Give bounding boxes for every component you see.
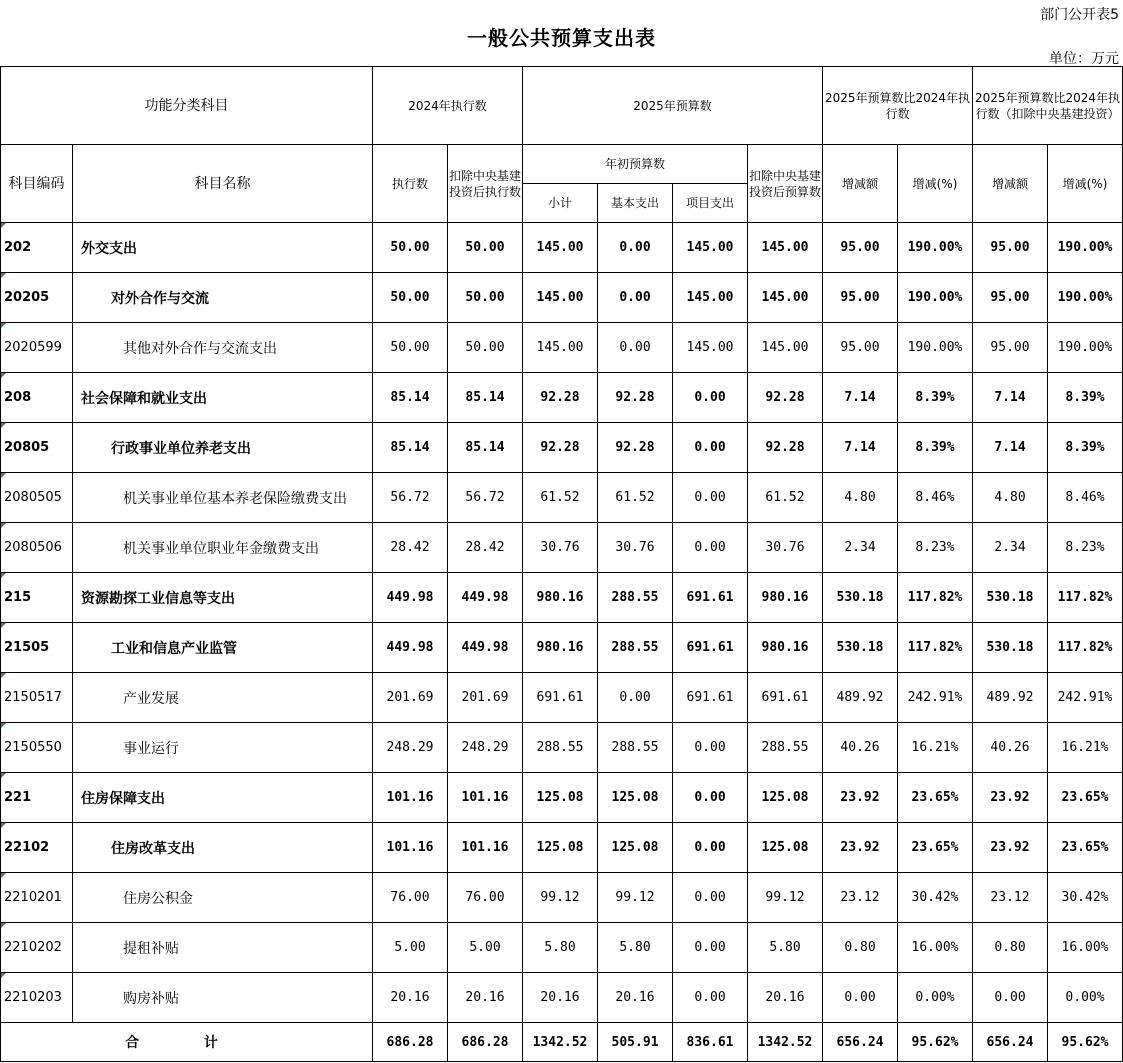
row-value: 5.00 (448, 923, 523, 973)
row-code (1, 623, 73, 673)
row-value: 145.00 (748, 323, 823, 373)
row-code (1, 523, 73, 573)
table-row (1, 473, 1123, 523)
cell-marker-icon (1, 523, 6, 528)
row-value: 0.00 (673, 723, 748, 773)
table-row (1, 623, 1123, 673)
row-value: 8.39% (898, 373, 973, 423)
row-value: 190.00% (898, 223, 973, 273)
row-value: 691.61 (673, 623, 748, 673)
row-code (1, 923, 73, 973)
unit-label: 单位：万元 (1049, 51, 1119, 67)
total-value: 656.24 (973, 1023, 1048, 1062)
row-value: 530.18 (973, 623, 1048, 673)
row-value: 23.65% (1048, 773, 1123, 823)
form-number: 部门公开表5 (1040, 7, 1119, 23)
row-value: 8.39% (898, 423, 973, 473)
row-value: 56.72 (373, 473, 448, 523)
row-value: 23.12 (973, 873, 1048, 923)
row-value: 4.80 (823, 473, 898, 523)
header-exec-2024: 2024年执行数 (373, 67, 523, 145)
row-value: 95.00 (823, 223, 898, 273)
table-body (1, 223, 1123, 1062)
row-value: 125.08 (598, 823, 673, 873)
row-value: 8.39% (1048, 423, 1123, 473)
row-value: 125.08 (748, 823, 823, 873)
header-compare-exec: 2025年预算数比2024年执行数 (823, 67, 973, 145)
row-value: 16.21% (898, 723, 973, 773)
row-value: 20.16 (523, 973, 598, 1023)
row-value: 449.98 (373, 573, 448, 623)
row-value: 125.08 (523, 823, 598, 873)
cell-marker-icon (1, 923, 6, 928)
row-code-text: 21505 (4, 640, 50, 655)
header-change-amount-2: 增减额 (973, 145, 1048, 223)
row-code-text: 20205 (4, 290, 50, 305)
row-value: 30.76 (748, 523, 823, 573)
row-value: 117.82% (1048, 573, 1123, 623)
row-name: 机关事业单位基本养老保险缴费支出 (73, 473, 373, 523)
header-change-percent-2: 增减(%) (1048, 145, 1123, 223)
row-value: 242.91% (1048, 673, 1123, 723)
row-code (1, 773, 73, 823)
row-code (1, 423, 73, 473)
row-value: 23.92 (973, 823, 1048, 873)
table-row (1, 773, 1123, 823)
row-value: 117.82% (898, 623, 973, 673)
row-value: 7.14 (823, 373, 898, 423)
row-code-text: 2080506 (4, 540, 62, 555)
row-name: 资源勘探工业信息等支出 (73, 573, 373, 623)
cell-marker-icon (1, 223, 6, 228)
row-value: 0.00 (673, 873, 748, 923)
row-value: 23.65% (898, 823, 973, 873)
row-value: 23.92 (823, 773, 898, 823)
row-code-text: 20805 (4, 440, 50, 455)
header-project: 项目支出 (673, 184, 748, 223)
row-code-text: 221 (4, 790, 32, 805)
row-name: 其他对外合作与交流支出 (73, 323, 373, 373)
row-value: 16.21% (1048, 723, 1123, 773)
row-value: 8.39% (1048, 373, 1123, 423)
table-row (1, 723, 1123, 773)
table-row (1, 223, 1123, 273)
row-value: 85.14 (373, 423, 448, 473)
row-value: 7.14 (973, 373, 1048, 423)
table-row (1, 673, 1123, 723)
row-code-text: 2150517 (4, 690, 62, 705)
row-name: 购房补贴 (73, 973, 373, 1023)
row-value: 125.08 (748, 773, 823, 823)
row-value: 0.00 (673, 473, 748, 523)
row-value: 50.00 (448, 273, 523, 323)
row-value: 145.00 (673, 323, 748, 373)
row-value: 190.00% (898, 273, 973, 323)
row-value: 0.00 (673, 823, 748, 873)
row-value: 92.28 (748, 423, 823, 473)
row-value: 28.42 (448, 523, 523, 573)
row-value: 0.00 (673, 423, 748, 473)
row-value: 117.82% (898, 573, 973, 623)
row-value: 30.76 (523, 523, 598, 573)
row-value: 8.46% (898, 473, 973, 523)
row-value: 2.34 (823, 523, 898, 573)
row-value: 145.00 (673, 223, 748, 273)
cell-marker-icon (1, 673, 6, 678)
row-code-text: 22102 (4, 840, 50, 855)
row-value: 92.28 (523, 423, 598, 473)
header-budget-after: 扣除中央基建投资后预算数 (748, 145, 823, 223)
row-value: 61.52 (748, 473, 823, 523)
cell-marker-icon (1, 423, 6, 428)
row-value: 23.92 (823, 823, 898, 873)
cell-marker-icon (1, 873, 6, 878)
row-value: 190.00% (1048, 273, 1123, 323)
row-value: 16.00% (1048, 923, 1123, 973)
row-value: 95.00 (973, 323, 1048, 373)
row-value: 95.00 (973, 273, 1048, 323)
row-value: 288.55 (598, 623, 673, 673)
row-code (1, 273, 73, 323)
row-value: 0.00 (673, 523, 748, 573)
header-subtotal: 小计 (523, 184, 598, 223)
row-code (1, 323, 73, 373)
row-value: 691.61 (673, 673, 748, 723)
total-value: 656.24 (823, 1023, 898, 1062)
row-name: 工业和信息产业监管 (73, 623, 373, 673)
row-value: 7.14 (823, 423, 898, 473)
row-name: 住房保障支出 (73, 773, 373, 823)
row-code-text: 208 (4, 390, 32, 405)
row-value: 489.92 (823, 673, 898, 723)
row-value: 8.46% (1048, 473, 1123, 523)
row-value: 0.00% (898, 973, 973, 1023)
row-value: 76.00 (448, 873, 523, 923)
row-value: 99.12 (523, 873, 598, 923)
row-value: 92.28 (598, 423, 673, 473)
cell-marker-icon (1, 573, 6, 578)
row-value: 92.28 (598, 373, 673, 423)
row-value: 8.23% (898, 523, 973, 573)
cell-marker-icon (1, 373, 6, 378)
total-label: 合 计 (1, 1023, 373, 1062)
row-value: 50.00 (373, 223, 448, 273)
row-name: 提租补贴 (73, 923, 373, 973)
row-value: 7.14 (973, 423, 1048, 473)
row-value: 117.82% (1048, 623, 1123, 673)
table-row (1, 273, 1123, 323)
total-value: 1342.52 (523, 1023, 598, 1062)
header-initial-budget: 年初预算数 (523, 145, 748, 184)
row-value: 0.00 (598, 273, 673, 323)
total-value: 505.91 (598, 1023, 673, 1062)
cell-marker-icon (1, 273, 6, 278)
row-value: 190.00% (1048, 323, 1123, 373)
row-value: 530.18 (973, 573, 1048, 623)
row-value: 85.14 (448, 423, 523, 473)
budget-table (0, 66, 1123, 1062)
row-code (1, 373, 73, 423)
header-func-class: 功能分类科目 (1, 67, 373, 145)
row-code (1, 973, 73, 1023)
row-value: 101.16 (448, 823, 523, 873)
row-value: 145.00 (673, 273, 748, 323)
row-value: 145.00 (523, 223, 598, 273)
row-value: 288.55 (523, 723, 598, 773)
row-code-text: 2210201 (4, 890, 62, 905)
row-value: 92.28 (748, 373, 823, 423)
row-value: 50.00 (373, 273, 448, 323)
page-title: 一般公共预算支出表 (467, 26, 656, 50)
row-value: 76.00 (373, 873, 448, 923)
row-value: 190.00% (1048, 223, 1123, 273)
row-value: 101.16 (448, 773, 523, 823)
row-value: 145.00 (748, 273, 823, 323)
row-value: 145.00 (748, 223, 823, 273)
row-name: 对外合作与交流 (73, 273, 373, 323)
row-value: 288.55 (598, 573, 673, 623)
table-row (1, 573, 1123, 623)
row-value: 30.42% (898, 873, 973, 923)
row-value: 95.00 (973, 223, 1048, 273)
row-name: 外交支出 (73, 223, 373, 273)
header-change-amount: 增减额 (823, 145, 898, 223)
row-value: 0.80 (823, 923, 898, 973)
row-value: 56.72 (448, 473, 523, 523)
row-code (1, 473, 73, 523)
row-value: 242.91% (898, 673, 973, 723)
header-compare-exclusive: 2025年预算数比2024年执行数（扣除中央基建投资） (973, 67, 1123, 145)
row-code (1, 823, 73, 873)
total-value: 686.28 (448, 1023, 523, 1062)
row-value: 0.00 (673, 923, 748, 973)
row-value: 248.29 (448, 723, 523, 773)
row-value: 288.55 (598, 723, 673, 773)
header-budget-2025: 2025年预算数 (523, 67, 823, 145)
row-name: 社会保障和就业支出 (73, 373, 373, 423)
row-value: 92.28 (523, 373, 598, 423)
row-code-text: 202 (4, 240, 32, 255)
row-value: 201.69 (373, 673, 448, 723)
row-value: 101.16 (373, 823, 448, 873)
row-value: 23.92 (973, 773, 1048, 823)
table-row (1, 973, 1123, 1023)
total-value: 686.28 (373, 1023, 448, 1062)
row-value: 0.00 (823, 973, 898, 1023)
header-exec-after: 扣除中央基建投资后执行数 (448, 145, 523, 223)
row-code (1, 723, 73, 773)
row-value: 23.65% (898, 773, 973, 823)
table-row (1, 423, 1123, 473)
row-value: 61.52 (598, 473, 673, 523)
row-value: 5.80 (523, 923, 598, 973)
row-name: 住房公积金 (73, 873, 373, 923)
row-value: 0.00 (673, 373, 748, 423)
row-value: 2.34 (973, 523, 1048, 573)
table-row (1, 373, 1123, 423)
header-basic: 基本支出 (598, 184, 673, 223)
row-value: 20.16 (748, 973, 823, 1023)
row-value: 125.08 (523, 773, 598, 823)
row-code-text: 2210202 (4, 940, 62, 955)
row-value: 449.98 (373, 623, 448, 673)
row-value: 5.80 (748, 923, 823, 973)
cell-marker-icon (1, 473, 6, 478)
row-value: 20.16 (598, 973, 673, 1023)
row-value: 0.00 (598, 223, 673, 273)
total-value: 95.62% (1048, 1023, 1123, 1062)
row-value: 85.14 (448, 373, 523, 423)
header-code: 科目编码 (1, 145, 73, 223)
table-row (1, 523, 1123, 573)
row-value: 20.16 (373, 973, 448, 1023)
row-value: 40.26 (823, 723, 898, 773)
row-value: 0.00 (673, 973, 748, 1023)
row-value: 980.16 (523, 623, 598, 673)
row-value: 50.00 (448, 323, 523, 373)
row-value: 23.65% (1048, 823, 1123, 873)
row-value: 101.16 (373, 773, 448, 823)
row-value: 980.16 (748, 573, 823, 623)
total-value: 95.62% (898, 1023, 973, 1062)
row-code (1, 573, 73, 623)
table-row (1, 323, 1123, 373)
row-value: 449.98 (448, 573, 523, 623)
row-value: 0.00 (598, 673, 673, 723)
row-name: 行政事业单位养老支出 (73, 423, 373, 473)
cell-marker-icon (1, 973, 6, 978)
row-code-text: 2150550 (4, 740, 62, 755)
row-value: 288.55 (748, 723, 823, 773)
row-value: 190.00% (898, 323, 973, 373)
header-name: 科目名称 (73, 145, 373, 223)
row-value: 0.00 (973, 973, 1048, 1023)
cell-marker-icon (1, 773, 6, 778)
cell-marker-icon (1, 323, 6, 328)
row-value: 530.18 (823, 573, 898, 623)
row-value: 980.16 (748, 623, 823, 673)
row-code (1, 223, 73, 273)
row-code-text: 2080505 (4, 490, 62, 505)
row-value: 248.29 (373, 723, 448, 773)
row-value: 691.61 (673, 573, 748, 623)
row-value: 99.12 (748, 873, 823, 923)
row-value: 50.00 (373, 323, 448, 373)
row-code-text: 2210203 (4, 990, 62, 1005)
row-name: 住房改革支出 (73, 823, 373, 873)
row-value: 125.08 (598, 773, 673, 823)
total-value: 836.61 (673, 1023, 748, 1062)
row-value: 61.52 (523, 473, 598, 523)
row-value: 5.00 (373, 923, 448, 973)
row-value: 489.92 (973, 673, 1048, 723)
header-exec: 执行数 (373, 145, 448, 223)
table-row (1, 923, 1123, 973)
row-value: 0.80 (973, 923, 1048, 973)
row-value: 50.00 (448, 223, 523, 273)
row-value: 0.00 (673, 773, 748, 823)
header-change-percent: 增减(%) (898, 145, 973, 223)
row-value: 530.18 (823, 623, 898, 673)
row-value: 20.16 (448, 973, 523, 1023)
row-name: 产业发展 (73, 673, 373, 723)
row-name: 机关事业单位职业年金缴费支出 (73, 523, 373, 573)
row-value: 145.00 (523, 323, 598, 373)
row-code (1, 673, 73, 723)
row-value: 0.00% (1048, 973, 1123, 1023)
row-value: 980.16 (523, 573, 598, 623)
row-value: 95.00 (823, 273, 898, 323)
row-name: 事业运行 (73, 723, 373, 773)
cell-marker-icon (1, 623, 6, 628)
row-value: 8.23% (1048, 523, 1123, 573)
cell-marker-icon (1, 823, 6, 828)
row-value: 691.61 (748, 673, 823, 723)
table-row (1, 873, 1123, 923)
row-code (1, 873, 73, 923)
row-value: 5.80 (598, 923, 673, 973)
total-value: 1342.52 (748, 1023, 823, 1062)
cell-marker-icon (1, 723, 6, 728)
row-value: 40.26 (973, 723, 1048, 773)
row-value: 95.00 (823, 323, 898, 373)
row-code-text: 2020599 (4, 340, 62, 355)
row-value: 145.00 (523, 273, 598, 323)
row-value: 23.12 (823, 873, 898, 923)
row-value: 449.98 (448, 623, 523, 673)
total-row (1, 1023, 1123, 1062)
row-value: 201.69 (448, 673, 523, 723)
row-value: 99.12 (598, 873, 673, 923)
row-value: 85.14 (373, 373, 448, 423)
row-value: 30.76 (598, 523, 673, 573)
table-row (1, 823, 1123, 873)
row-value: 30.42% (1048, 873, 1123, 923)
row-value: 16.00% (898, 923, 973, 973)
row-value: 0.00 (598, 323, 673, 373)
row-code-text: 215 (4, 590, 32, 605)
row-value: 691.61 (523, 673, 598, 723)
row-value: 4.80 (973, 473, 1048, 523)
row-value: 28.42 (373, 523, 448, 573)
